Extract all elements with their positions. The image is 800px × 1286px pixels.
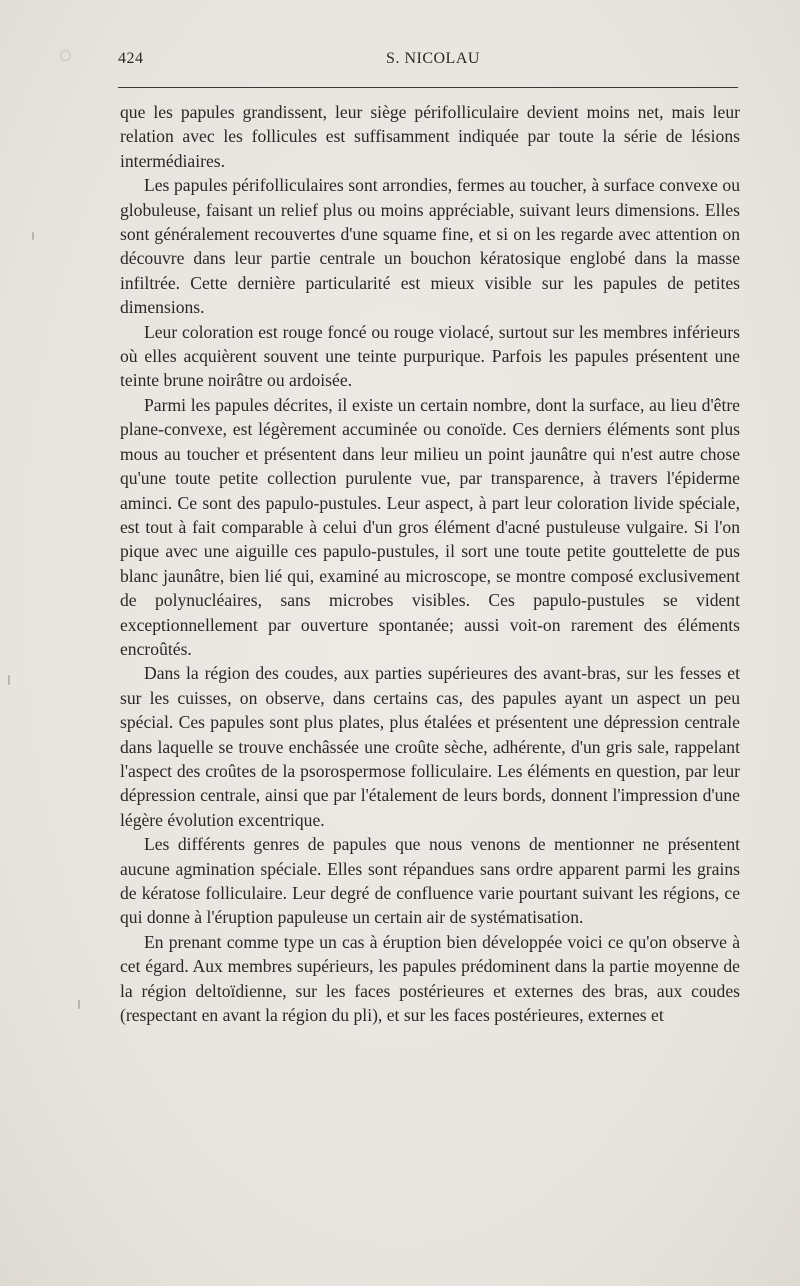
paragraph-continuation: que les papules grandissent, leur siège périfolliculaire devient moins net, mais leur relation avec les follicules est suffisamment indiquée par toute la série de lésions intermédiaires.	[120, 102, 740, 171]
running-head: S. NICOLAU	[386, 50, 480, 67]
paper-speck	[32, 232, 34, 240]
paragraph: Les différents genres de papules que nous venons de mentionner ne présentent aucune agmination spéciale. Elles sont répandues sans ordre apparent parmi les grains de kératose folliculaire. Leur degré de confluence varie pourtant suivant les régions, ce qui donne à l'éruption papuleuse un certain air de systématisation.	[120, 834, 740, 928]
page-number: 424	[118, 50, 144, 67]
page-header	[118, 50, 738, 72]
body-text	[120, 100, 740, 1027]
paragraph: Parmi les papules décrites, il existe un certain nombre, dont la surface, au lieu d'être plane-convexe, est légèrement accuminée ou conoïde. Ces derniers éléments sont plus mous au toucher et présentent dans leur milieu un point jaunâtre qui n'est autre chose qu'une toute petite collection purulente vue, par transparence, à travers l'épiderme aminci. Ce sont des papulo-pustules. Leur aspect, à part leur coloration livide spéciale, est tout à fait comparable à celui d'un gros élément d'acné pustuleuse vulgaire. Si l'on pique avec une aiguille ces papulo-pustules, il sort une toute petite gouttelette de pus blanc jaunâtre, bien lié qui, examiné au microscope, se montre composé exclusivement de polynucléaires, sans microbes visibles. Ces papulo-pustules se vident exceptionnellement par ouverture spontanée; aussi voit-on rarement des éléments encroûtés.	[120, 394, 740, 659]
paragraph: Leur coloration est rouge foncé ou rouge violacé, surtout sur les membres inférieurs où elles acquièrent souvent une teinte purpurique. Parfois les papules présentent une teinte brune noirâtre ou ardoisée.	[120, 321, 740, 391]
paper-speck	[8, 675, 10, 685]
paragraph: En prenant comme type un cas à éruption bien développée voici ce qu'on observe à cet égard. Aux membres supérieurs, les papules prédominent dans la partie moyenne de la région deltoïdienne, sur les faces postérieures et externes des bras, aux coudes (respectant en avant la région du pli), et sur les faces postérieures, externes et	[120, 931, 740, 1026]
header-rule	[118, 87, 738, 88]
paper-speck	[78, 1000, 80, 1009]
paragraph: Les papules périfolliculaires sont arrondies, fermes au toucher, à surface convexe ou globuleuse, faisant un relief plus ou moins appréciable, suivant leurs dimensions. Elles sont généralement recouvertes d'une squame fine, et si on les regarde avec attention on découvre dans leur partie centrale un bouchon kératosique englobé dans la masse infiltrée. Cette dernière particularité est mieux visible sur les papules de petites dimensions.	[120, 175, 740, 318]
paper-speck	[60, 50, 71, 61]
paragraph: Dans la région des coudes, aux parties supérieures des avant-bras, sur les fesses et sur les cuisses, on observe, dans certains cas, des papules ayant un aspect un peu spécial. Ces papules sont plus plates, plus étalées et présentent une dépression centrale dans laquelle se trouve enchâssée une croûte sèche, adhérente, d'un gris sale, rappelant l'aspect des croûtes de la psorospermose folliculaire. Les éléments en question, par leur dépression centrale, ainsi que par l'étalement de leurs bords, donnent l'impression d'une légère évolution excentrique.	[120, 663, 740, 830]
